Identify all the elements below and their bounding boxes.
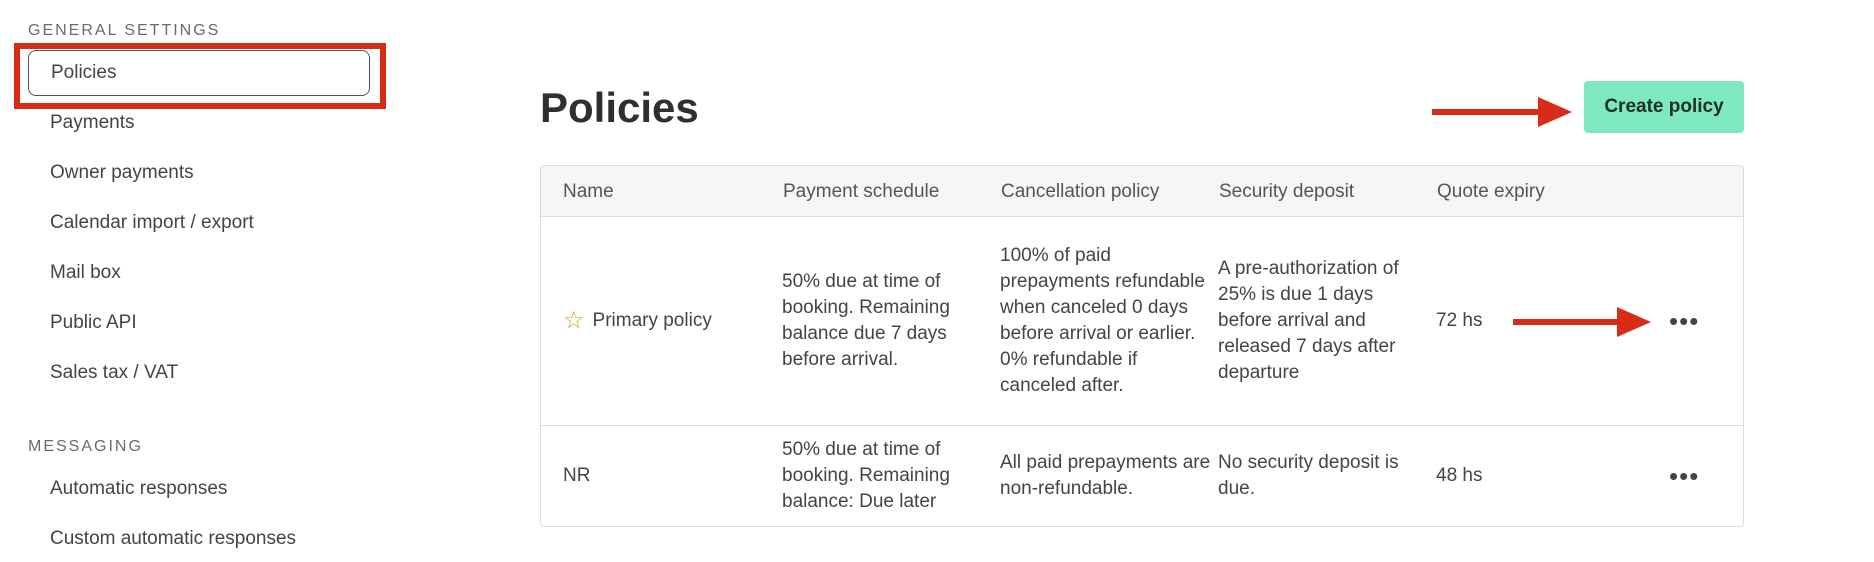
sidebar-item-custom-automatic-responses[interactable]: Custom automatic responses: [50, 528, 297, 549]
messaging-label: MESSAGING: [28, 438, 143, 455]
cancellation-policy-cell: [1000, 426, 1212, 526]
column-header-quote-expiry: Quote expiry: [1437, 180, 1545, 202]
security-deposit-cell: [1218, 426, 1428, 526]
table-row: [541, 217, 1743, 426]
settings-sidebar: [0, 0, 420, 562]
payment-schedule-text: 50% due at time of booking. Remaining balance due 7 days before arrival.: [782, 271, 950, 370]
cancellation-policy-text: All paid prepayments are non-refundable.: [1000, 452, 1211, 499]
column-header-security-deposit: Security deposit: [1219, 180, 1355, 202]
quote-expiry-text: 72 hs: [1436, 310, 1483, 331]
payment-schedule-cell: [782, 217, 992, 425]
column-header-cancellation-policy: Cancellation policy: [1001, 180, 1160, 202]
sidebar-item-policies[interactable]: Policies: [28, 50, 370, 96]
more-horizontal-icon[interactable]: •••: [1669, 460, 1700, 491]
policy-name-cell: [563, 217, 773, 425]
create-policy-button[interactable]: Create policy: [1584, 81, 1744, 133]
star-outline-icon: ☆: [563, 307, 585, 334]
cancellation-policy-cell: [1000, 217, 1212, 425]
general-settings-label: GENERAL SETTINGS: [28, 22, 221, 39]
page-title: Policies: [540, 84, 699, 131]
sidebar-item-mail-box[interactable]: Mail box: [50, 262, 121, 283]
annotation-arrow-menu: [1513, 307, 1653, 337]
sidebar-item-owner-payments[interactable]: Owner payments: [50, 162, 194, 183]
security-deposit-text: A pre-authorization of 25% is due 1 days before arrival and released 7 days after departure: [1218, 258, 1399, 383]
cancellation-policy-text: 100% of paid prepayments refundable when canceled 0 days before arrival or earlier. 0% refundable if canceled after.: [1000, 245, 1205, 396]
table-row: [541, 426, 1743, 526]
sidebar-item-public-api[interactable]: Public API: [50, 312, 137, 333]
payment-schedule-text: 50% due at time of booking. Remaining balance: Due later: [782, 439, 950, 512]
more-horizontal-icon[interactable]: •••: [1669, 305, 1700, 336]
sidebar-item-calendar-import-export[interactable]: Calendar import / export: [50, 212, 254, 233]
policy-name: Primary policy: [592, 310, 712, 331]
security-deposit-cell: [1218, 217, 1428, 425]
quote-expiry-text: 48 hs: [1436, 465, 1483, 486]
column-header-name: Name: [563, 180, 614, 202]
policy-name: NR: [563, 465, 591, 486]
sidebar-item-sales-tax-vat[interactable]: Sales tax / VAT: [50, 362, 179, 383]
column-header-payment-schedule: Payment schedule: [783, 180, 940, 202]
policies-table: [540, 165, 1744, 527]
quote-expiry-cell: [1436, 426, 1526, 526]
sidebar-item-payments[interactable]: Payments: [50, 112, 135, 133]
sidebar-item-automatic-responses[interactable]: Automatic responses: [50, 478, 228, 499]
policy-name-cell: [563, 426, 773, 526]
annotation-highlight-box: [14, 43, 386, 109]
security-deposit-text: No security deposit is due.: [1218, 452, 1399, 499]
annotation-arrow-create: [1432, 97, 1572, 127]
payment-schedule-cell: [782, 426, 992, 526]
table-header: [541, 166, 1743, 217]
